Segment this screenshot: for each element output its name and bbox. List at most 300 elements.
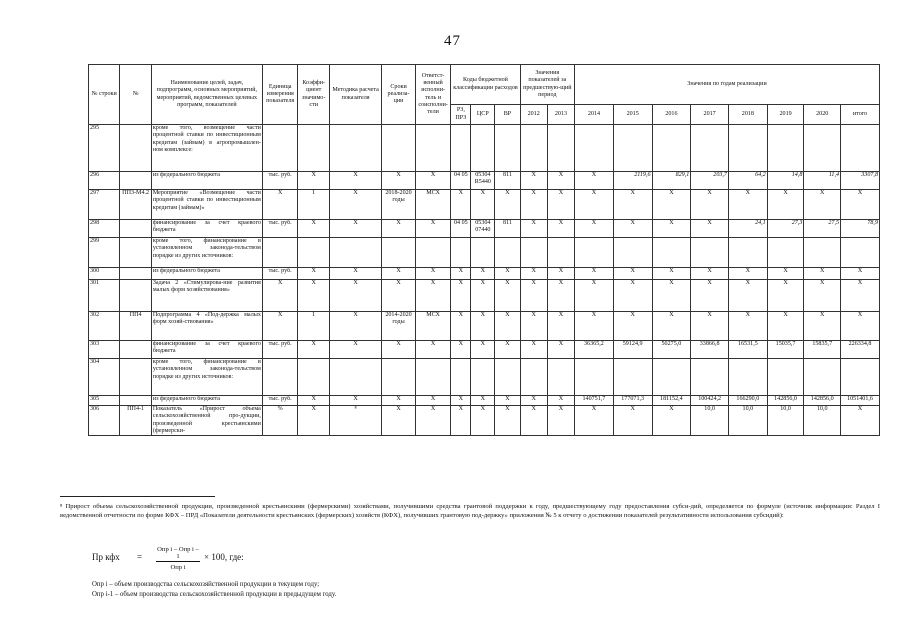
row-unit: тыс. руб. — [262, 396, 298, 406]
row-vr: 811 — [495, 172, 520, 190]
row-csr: X — [471, 190, 495, 220]
row-year-value — [728, 238, 767, 268]
row-year-value: X — [520, 396, 547, 406]
row-terms — [382, 125, 416, 172]
row-coef: 1 — [298, 312, 329, 341]
row-year-value — [575, 238, 614, 268]
row-name: финансирование за счет краевого бюджета — [151, 341, 262, 359]
row-vr: X — [495, 312, 520, 341]
row-year-value: 24,1 — [728, 220, 767, 238]
table-row — [89, 341, 880, 359]
row-year-value: X — [520, 406, 547, 436]
header-year: 2020 — [804, 105, 841, 125]
row-coef: X — [298, 341, 329, 359]
row-year-value: X — [728, 190, 767, 220]
formula-equals: = — [137, 552, 143, 562]
row-year-value: X — [547, 280, 574, 312]
row-responsible — [415, 359, 451, 396]
row-year-value: X — [547, 172, 574, 190]
row-name: из федерального бюджета — [151, 396, 262, 406]
row-method — [329, 238, 381, 268]
row-coef — [298, 125, 329, 172]
table-header — [89, 65, 880, 125]
formula-fraction — [156, 546, 200, 571]
row-responsible: X — [415, 172, 451, 190]
row-year-value: X — [547, 406, 574, 436]
row-method: ⁸ — [329, 406, 381, 436]
row-rz — [451, 125, 471, 172]
row-total — [841, 238, 880, 268]
row-method: X — [329, 220, 381, 238]
row-number: 301 — [89, 280, 120, 312]
row-unit — [262, 359, 298, 396]
row-method: X — [329, 396, 381, 406]
row-number: 306 — [89, 406, 120, 436]
row-unit: тыс. руб. — [262, 341, 298, 359]
row-number: 297 — [89, 190, 120, 220]
row-csr: 05304 R5440 — [471, 172, 495, 190]
row-vr: 811 — [495, 220, 520, 238]
row-responsible: МСХ — [415, 190, 451, 220]
row-csr: X — [471, 280, 495, 312]
row-year-value: X — [547, 190, 574, 220]
row-coef: X — [298, 396, 329, 406]
header-name: Наименование целей, задач, подпрограмм, основных мероприятий, мероприятий, ведомственных целевых программ, показателей — [151, 65, 262, 125]
row-year-value: X — [652, 312, 691, 341]
row-method: X — [329, 280, 381, 312]
footnote: ⁸ Прирост объема сельскохозяйственной продукции, произведенной крестьянскими (фермерскими) хозяйствами, получившими средства грантовой поддержки к году, предшествующему году предоставления субси-дий, определяется по формуле (источник информации: Раздел I ведомственной отчетности по форме КФХ – ПРД «Показатели деятельности крестьянских (фермерских) хозяйств (КФХ), получивших грантовую под-держку» приложения № 5 к отчету о достижении показателей результативности использования субсидий): — [60, 503, 880, 519]
row-responsible: X — [415, 341, 451, 359]
row-code — [120, 238, 151, 268]
header-year: 2019 — [767, 105, 804, 125]
row-unit: X — [262, 312, 298, 341]
row-year-value — [652, 238, 691, 268]
indicator-table — [88, 64, 880, 436]
row-coef: X — [298, 220, 329, 238]
row-method: X — [329, 172, 381, 190]
table-row — [89, 238, 880, 268]
row-name: кроме того, финансирование в установленном законода-тельством порядке из других источников: — [151, 359, 262, 396]
row-rz: X — [451, 341, 471, 359]
row-code: ПП3-М4.2 — [120, 190, 151, 220]
row-year-value — [767, 359, 804, 396]
row-year-value: X — [575, 220, 614, 238]
row-name: финансирование за счет краевого бюджета — [151, 220, 262, 238]
row-year-value: 15835,7 — [804, 341, 841, 359]
header-unit: Единица измерения показателя — [262, 65, 298, 125]
row-coef: X — [298, 280, 329, 312]
row-terms: 2018-2020 годы — [382, 190, 416, 220]
row-csr: X — [471, 312, 495, 341]
row-year-value: 15035,7 — [767, 341, 804, 359]
row-year-value: 10,0 — [691, 406, 729, 436]
row-responsible: X — [415, 396, 451, 406]
row-vr: X — [495, 341, 520, 359]
row-year-value: 10,0 — [767, 406, 804, 436]
row-year-value: X — [691, 312, 729, 341]
row-year-value: X — [520, 280, 547, 312]
row-year-value — [652, 125, 691, 172]
row-rz: 04 05 — [451, 220, 471, 238]
table-row — [89, 359, 880, 396]
header-coef: Коэффи-циент значимо-сти — [298, 65, 329, 125]
row-year-value: X — [547, 220, 574, 238]
row-terms: X — [382, 220, 416, 238]
row-year-value: 64,2 — [728, 172, 767, 190]
row-year-value — [575, 125, 614, 172]
table-row — [89, 396, 880, 406]
header-total: итого — [841, 105, 880, 125]
row-vr — [495, 238, 520, 268]
row-year-value: X — [520, 268, 547, 280]
row-vr: X — [495, 396, 520, 406]
row-year-value — [613, 238, 652, 268]
row-year-value — [804, 125, 841, 172]
row-year-value: 14,8 — [767, 172, 804, 190]
row-year-value: 36365,2 — [575, 341, 614, 359]
header-year: 2016 — [652, 105, 691, 125]
row-method — [329, 125, 381, 172]
row-code: ПП4 — [120, 312, 151, 341]
row-year-value: X — [575, 280, 614, 312]
row-number: 299 — [89, 238, 120, 268]
row-terms: X — [382, 280, 416, 312]
row-responsible: X — [415, 220, 451, 238]
row-rz: X — [451, 190, 471, 220]
row-year-value: X — [767, 268, 804, 280]
row-number: 300 — [89, 268, 120, 280]
header-code: № — [120, 65, 151, 125]
row-code — [120, 280, 151, 312]
table-row — [89, 406, 880, 436]
row-vr — [495, 125, 520, 172]
row-year-value: 829,1 — [652, 172, 691, 190]
header-vr: ВР — [495, 105, 520, 125]
row-year-value — [547, 125, 574, 172]
row-year-value: X — [520, 220, 547, 238]
row-unit — [262, 238, 298, 268]
row-rz: X — [451, 396, 471, 406]
row-year-value: X — [575, 172, 614, 190]
row-method: X — [329, 341, 381, 359]
row-coef: X — [298, 406, 329, 436]
row-unit: тыс. руб. — [262, 172, 298, 190]
header-year: 2014 — [575, 105, 614, 125]
table-row — [89, 190, 880, 220]
row-year-value: 2119,6 — [613, 172, 652, 190]
row-unit: тыс. руб. — [262, 268, 298, 280]
row-csr — [471, 125, 495, 172]
row-year-value: X — [613, 268, 652, 280]
row-year-value: 100424,2 — [691, 396, 729, 406]
row-year-value: X — [691, 220, 729, 238]
row-coef — [298, 238, 329, 268]
row-year-value: X — [613, 190, 652, 220]
table-row — [89, 220, 880, 238]
row-coef: X — [298, 172, 329, 190]
row-responsible — [415, 238, 451, 268]
row-unit — [262, 125, 298, 172]
row-code — [120, 341, 151, 359]
row-year-value: 27,5 — [804, 220, 841, 238]
row-year-value: 10,0 — [728, 406, 767, 436]
row-number: 303 — [89, 341, 120, 359]
row-year-value: X — [613, 406, 652, 436]
row-name: Подпрограмма 4 «Под-держка малых форм хозяй-ствования» — [151, 312, 262, 341]
row-year-value: X — [728, 280, 767, 312]
row-responsible: X — [415, 280, 451, 312]
row-rz: X — [451, 406, 471, 436]
row-csr: X — [471, 341, 495, 359]
row-number: 295 — [89, 125, 120, 172]
row-number: 305 — [89, 396, 120, 406]
row-year-value: X — [691, 280, 729, 312]
row-year-value — [520, 359, 547, 396]
row-terms: X — [382, 341, 416, 359]
row-year-value: X — [613, 220, 652, 238]
row-year-value — [804, 359, 841, 396]
row-year-value: X — [613, 280, 652, 312]
row-number: 296 — [89, 172, 120, 190]
row-year-value: X — [575, 312, 614, 341]
row-year-value — [767, 238, 804, 268]
row-year-value — [652, 359, 691, 396]
row-responsible: МСХ — [415, 312, 451, 341]
row-code: ПП4-1 — [120, 406, 151, 436]
row-code — [120, 268, 151, 280]
row-total — [841, 125, 880, 172]
row-name: из федерального бюджета — [151, 268, 262, 280]
row-year-value — [520, 238, 547, 268]
row-year-value: X — [613, 312, 652, 341]
row-year-value: 177071,3 — [613, 396, 652, 406]
header-years-title: Значения по годам реализации — [575, 65, 880, 105]
row-responsible: X — [415, 268, 451, 280]
row-year-value: 59124,9 — [613, 341, 652, 359]
row-code — [120, 396, 151, 406]
row-coef — [298, 359, 329, 396]
row-name: Мероприятие «Возмещение части процентной ставки по инвестиционным кредитам (займам)» — [151, 190, 262, 220]
row-year-value: 33866,8 — [691, 341, 729, 359]
row-total: 3307,8 — [841, 172, 880, 190]
header-responsible: Ответст-венный исполни-тель и соисполни-тели — [415, 65, 451, 125]
row-year-value: X — [520, 172, 547, 190]
row-year-value: X — [520, 312, 547, 341]
row-year-value — [691, 359, 729, 396]
row-year-value — [804, 238, 841, 268]
row-year-value — [767, 125, 804, 172]
row-csr: X — [471, 396, 495, 406]
row-total: X — [841, 406, 880, 436]
row-vr: X — [495, 190, 520, 220]
row-total: X — [841, 312, 880, 341]
row-rz: X — [451, 312, 471, 341]
row-year-value: 140751,7 — [575, 396, 614, 406]
row-name: Показатель «Прирост объема сельскохозяйственной про-дукции, произведенной крестьянскими (фермерски- — [152, 406, 261, 434]
table-row — [89, 280, 880, 312]
formula-numerator: Опр i – Опр i – 1 — [157, 546, 199, 560]
table-body — [89, 125, 880, 436]
row-rz: 04 05 — [451, 172, 471, 190]
header-method: Методика расчета показателя — [329, 65, 381, 125]
row-year-value: X — [520, 190, 547, 220]
row-year-value — [691, 125, 729, 172]
row-number: 302 — [89, 312, 120, 341]
row-year-value: X — [728, 312, 767, 341]
row-code — [120, 220, 151, 238]
row-year-value: 10,0 — [804, 406, 841, 436]
row-vr: X — [495, 280, 520, 312]
row-year-value — [691, 238, 729, 268]
row-csr: X — [471, 406, 495, 436]
row-year-value — [575, 359, 614, 396]
row-year-value: X — [520, 341, 547, 359]
header-year: 2018 — [728, 105, 767, 125]
header-csr: ЦСР — [471, 105, 495, 125]
row-year-value: X — [547, 268, 574, 280]
row-terms: X — [382, 172, 416, 190]
row-year-value: X — [767, 190, 804, 220]
definitions — [92, 580, 336, 599]
row-total: X — [841, 190, 880, 220]
row-unit: тыс. руб. — [262, 220, 298, 238]
row-year-value: X — [652, 190, 691, 220]
definition-previous: Опр i-1 – объем производства сельскохозяйственной продукции в предыдущем году. — [92, 590, 337, 598]
row-name: кроме того, возмещение части процентной ставки по инвестиционным кредитам (займам) в агропромышлен-ном комплексе: — [151, 125, 262, 172]
row-code — [120, 359, 151, 396]
row-vr: X — [495, 268, 520, 280]
row-responsible — [415, 125, 451, 172]
row-csr: 05304 07440 — [471, 220, 495, 238]
table-row — [89, 172, 880, 190]
row-rz — [451, 238, 471, 268]
row-year-value — [613, 125, 652, 172]
row-year-value: X — [804, 312, 841, 341]
row-terms: X — [382, 406, 416, 436]
row-year-value: X — [575, 268, 614, 280]
formula — [92, 546, 322, 576]
header-year: 2013 — [547, 105, 574, 125]
header-year: 2017 — [691, 105, 729, 125]
row-total: 78,9 — [841, 220, 880, 238]
row-year-value — [728, 125, 767, 172]
row-coef: X — [298, 268, 329, 280]
row-year-value: X — [804, 268, 841, 280]
row-year-value: 142856,0 — [767, 396, 804, 406]
row-csr — [471, 359, 495, 396]
row-terms: X — [382, 396, 416, 406]
row-coef: 1 — [298, 190, 329, 220]
row-year-value: 181152,4 — [652, 396, 691, 406]
formula-lhs: Пр кфх — [92, 552, 120, 562]
row-code — [120, 172, 151, 190]
row-method: X — [329, 268, 381, 280]
row-method: X — [329, 190, 381, 220]
row-year-value: 142856,0 — [804, 396, 841, 406]
row-vr: X — [495, 406, 520, 436]
row-name: Задача 2 «Стимулирова-ние развития малых форм хозяйствования» — [151, 280, 262, 312]
formula-tail: × 100, где: — [204, 552, 244, 562]
row-year-value: X — [652, 406, 691, 436]
row-method — [329, 359, 381, 396]
footnote-rule — [60, 496, 215, 497]
row-year-value: X — [691, 268, 729, 280]
table-row — [89, 125, 880, 172]
row-number: 304 — [89, 359, 120, 396]
row-code — [120, 125, 151, 172]
row-year-value: X — [652, 280, 691, 312]
row-vr — [495, 359, 520, 396]
row-year-value: X — [575, 190, 614, 220]
row-year-value — [520, 125, 547, 172]
row-terms — [382, 359, 416, 396]
row-year-value — [613, 359, 652, 396]
row-csr — [471, 238, 495, 268]
row-unit: X — [262, 190, 298, 220]
row-year-value: X — [691, 190, 729, 220]
row-terms: X — [382, 268, 416, 280]
row-terms: 2014-2020 годы — [382, 312, 416, 341]
header-budget-codes: Коды бюджетной классификации расходов — [451, 65, 520, 105]
header-terms: Сроки реализа-ции — [382, 65, 416, 125]
row-name: кроме того, финансирование в установленном законода-тельством порядке из других источников: — [151, 238, 262, 268]
header-year: 2015 — [613, 105, 652, 125]
row-year-value — [547, 359, 574, 396]
row-year-value: 166290,0 — [728, 396, 767, 406]
row-year-value: X — [547, 396, 574, 406]
header-prev-period: Значения показателей за предшествую-щий период — [520, 65, 574, 105]
row-rz — [451, 359, 471, 396]
row-total: X — [841, 268, 880, 280]
row-year-value: X — [728, 268, 767, 280]
row-unit: X — [262, 280, 298, 312]
row-year-value: X — [767, 280, 804, 312]
row-total: 1051401,6 — [841, 396, 880, 406]
row-year-value: 16531,5 — [728, 341, 767, 359]
row-number: 298 — [89, 220, 120, 238]
row-year-value: X — [547, 312, 574, 341]
row-year-value: X — [804, 190, 841, 220]
header-year: 2012 — [520, 105, 547, 125]
row-total — [841, 359, 880, 396]
header-row-no: № строки — [89, 65, 120, 125]
row-year-value: 11,4 — [804, 172, 841, 190]
row-year-value: X — [767, 312, 804, 341]
row-terms — [382, 238, 416, 268]
row-year-value: X — [652, 220, 691, 238]
row-total: X — [841, 280, 880, 312]
row-rz: X — [451, 268, 471, 280]
row-name: из федерального бюджета — [151, 172, 262, 190]
row-year-value: 50275,0 — [652, 341, 691, 359]
row-csr: X — [471, 268, 495, 280]
row-year-value: X — [547, 341, 574, 359]
row-method: X — [329, 312, 381, 341]
row-year-value — [547, 238, 574, 268]
page-number: 47 — [444, 33, 461, 49]
definition-current: Опр i – объем производства сельскохозяйственной продукции в текущем году; — [92, 581, 320, 588]
row-year-value: X — [804, 280, 841, 312]
header-rz: РЗ, ПРЗ — [451, 105, 471, 125]
table-row — [89, 268, 880, 280]
row-total: 226334,8 — [841, 341, 880, 359]
row-year-value: 203,7 — [691, 172, 729, 190]
row-year-value: 27,3 — [767, 220, 804, 238]
row-unit: % — [262, 406, 298, 436]
row-year-value — [728, 359, 767, 396]
row-responsible: X — [415, 406, 451, 436]
row-year-value: X — [575, 406, 614, 436]
